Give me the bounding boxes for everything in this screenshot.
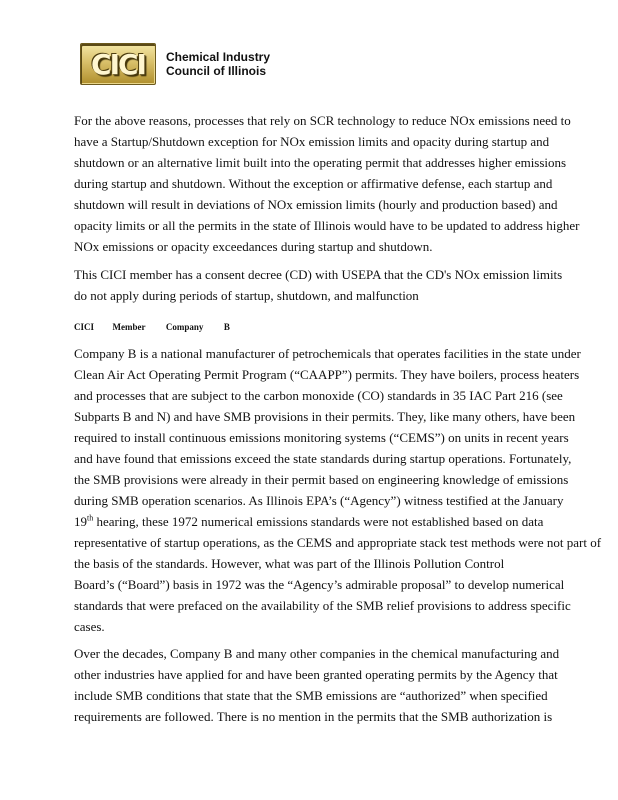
- p3-line: Board’s (“Board”) basis in 1972 was the “Agency’s admirable proposal” to develop numerical: [74, 577, 565, 592]
- p3-line: and have found that emissions exceed the state standards during startup operations. Fortunately,: [74, 451, 572, 466]
- p3-line: during SMB operation scenarios. As Illinois EPA’s (“Agency”) witness testified at the January: [74, 493, 564, 508]
- heading-word: Company: [165, 322, 204, 332]
- heading-word: CICI: [74, 322, 95, 332]
- cici-logo-letters: CICI: [91, 47, 145, 81]
- p3-line: standards that were prefaced on the availability of the SMB relief provisions to address specific: [74, 598, 571, 613]
- p3-line: Subparts B and N) and have SMB provisions in their permits. They, like many others, have been: [74, 409, 576, 424]
- cici-logo-mark: [80, 43, 156, 85]
- p4-line: include SMB conditions that state that the SMB emissions are “authorized” when specified: [74, 688, 548, 703]
- p3-line: [74, 514, 543, 530]
- p3-line: cases.: [74, 619, 105, 634]
- day-number: 19: [74, 514, 87, 529]
- p4-line: requirements are followed. There is no mention in the permits that the SMB authorization is: [74, 709, 553, 724]
- p3-line: the basis of the standards. However, what was part of the Illinois Pollution Control: [74, 556, 505, 571]
- p3-line: the SMB provisions were already in their permit based on engineering knowledge of emissions: [74, 472, 569, 487]
- p3-line: representative of startup operations, as the CEMS and appropriate stack test methods were not part of: [74, 535, 602, 550]
- cici-logo: [80, 42, 270, 86]
- org-name-line-2: Council of Illinois: [166, 64, 266, 78]
- p1-line: during startup and shutdown. Without the exception or affirmative defense, each startup and: [74, 176, 553, 191]
- org-name: [166, 50, 270, 78]
- p2-line: do not apply during periods of startup, shutdown, and malfunction: [74, 288, 419, 303]
- p4-line: Over the decades, Company B and many other companies in the chemical manufacturing and: [74, 646, 560, 661]
- ordinal-suffix: th: [87, 513, 94, 523]
- p3-line: Clean Air Act Operating Permit Program (“CAAPP”) permits. They have boilers, process heaters: [74, 367, 580, 382]
- p1-line: shutdown or an alternative limit built into the operating permit that addresses higher emissions: [74, 155, 567, 170]
- p3-line: Company B is a national manufacturer of petrochemicals that operates facilities in the state under: [74, 346, 581, 361]
- p3-line: and processes that are subject to the carbon monoxide (CO) standards in 35 IAC Part 216 (see: [74, 388, 563, 403]
- p3-line-text: hearing, these 1972 numerical emissions standards were not established based on data: [93, 514, 544, 529]
- p4-line: other industries have applied for and have been granted operating permits by the Agency that: [74, 667, 558, 682]
- heading-word: B: [223, 322, 230, 332]
- section-heading: [74, 319, 230, 335]
- p1-line: For the above reasons, processes that rely on SCR technology to reduce NOx emissions need to: [74, 113, 571, 128]
- p1-line: shutdown will result in deviations of NOx emission limits (hourly and production based) and: [74, 197, 558, 212]
- p1-line: have a Startup/Shutdown exception for NOx emission limits and opacity during startup and: [74, 134, 550, 149]
- p1-line: opacity limits or all the permits in the state of Illinois would have to be updated to address higher: [74, 218, 580, 233]
- p2-line: This CICI member has a consent decree (CD) with USEPA that the CD's NOx emission limits: [74, 267, 563, 282]
- heading-word: Member: [112, 322, 146, 332]
- p1-line: NOx emissions or opacity exceedances during startup and shutdown.: [74, 239, 433, 254]
- p3-line: required to install continuous emissions monitoring systems (“CEMS”) on units in recent years: [74, 430, 569, 445]
- org-name-line-1: Chemical Industry: [166, 50, 271, 64]
